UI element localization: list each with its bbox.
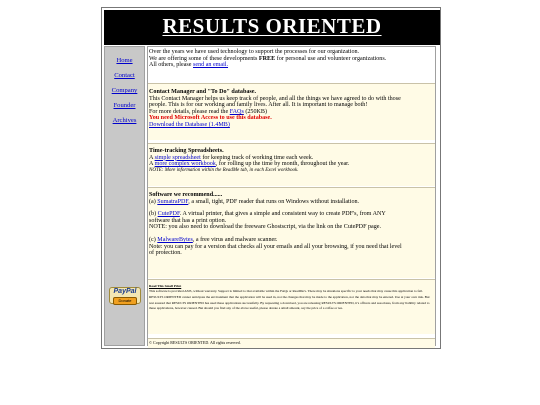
- software-item-b-line-2: software that has a print option.: [149, 217, 227, 224]
- spreadsheets-heading: Time-tracking Spreadsheets.: [149, 148, 224, 154]
- software-item-c-line-3: of protection.: [149, 250, 182, 257]
- spreadsheet-text: for keeping track of working time each week.: [200, 154, 314, 161]
- page-frame: [101, 7, 441, 349]
- software-text: (b): [149, 211, 158, 218]
- contact-manager-heading: Contact Manager and "To Do" database.: [149, 89, 256, 95]
- fine-print-body: This software is provided ASIS, without warranty. Support is limited to that available within the FAQs or ReadMe's. There may be situations specific to your needs that may cause this application to fail. RESULTS ORIENTED cannot anticipate the environment that the application will be used in, nor the changes that may be made to the application, nor the data that may be entered. Use at your own risk. But rest assured that RESULTS ORIENTED has used these applications successfully. By requesting a download, you are releasing RESULTS ORIENTED, it's officers and associates, from any liability related to these applications, however caused. But should you find any of the above useful, please donate a small amount, say the price of a coffee or tea.: [149, 289, 430, 311]
- software-item-c: [149, 237, 435, 244]
- intro-line-3: [149, 62, 435, 69]
- sidebar-nav: [104, 46, 145, 346]
- contact-manager-line-3: [149, 109, 435, 116]
- simple-spreadsheet-link[interactable]: simple spreadsheet: [154, 154, 201, 161]
- sumatrapdf-link[interactable]: SumatraPDF: [157, 198, 189, 205]
- software-item-b: [149, 211, 435, 218]
- fine-print: [149, 283, 433, 312]
- software-heading: Software we recommend......: [149, 192, 223, 198]
- donate-label: Donate: [113, 297, 137, 305]
- fine-print-section: [148, 279, 435, 334]
- software-section: [148, 187, 435, 278]
- sidebar-item-archives[interactable]: Archives: [112, 117, 137, 124]
- sidebar-item-company[interactable]: Company: [111, 87, 138, 94]
- software-item-b-line-3: NOTE: you also need to download the freeware Ghostscript, via the link on the CutePDF page.: [149, 224, 382, 231]
- contact-manager-line-1: This Contact Manager helps us keep track of people, and all the things we have agreed to do with those: [149, 95, 401, 102]
- software-text: (a): [149, 198, 158, 205]
- software-text: (c): [149, 236, 158, 243]
- sidebar-item-contact[interactable]: Contact: [114, 72, 135, 79]
- spreadsheet-text: A: [149, 161, 155, 168]
- faqs-link[interactable]: FAQs: [229, 108, 244, 115]
- malwarebytes-link[interactable]: MalwareBytes: [157, 236, 193, 243]
- spreadsheet-text: A: [149, 154, 155, 161]
- main-content: [147, 46, 436, 346]
- spreadsheet-text: , for rolling up the time by month, throughout the year.: [215, 161, 350, 168]
- paypal-donate-button[interactable]: [109, 287, 141, 304]
- access-warning: You need Microsoft Access to use this database.: [149, 115, 272, 122]
- intro-text: All others, please: [149, 62, 193, 69]
- intro-line-2: [149, 56, 435, 63]
- contact-manager-section: [148, 83, 435, 140]
- paypal-logo: PayPal: [113, 288, 137, 295]
- intro-section: [148, 49, 435, 69]
- faq-size: (250KB): [243, 108, 268, 115]
- intro-text: for personal use and volunteer organizations.: [275, 55, 387, 62]
- sidebar-item-founder[interactable]: Founder: [113, 102, 136, 109]
- site-title: RESULTS ORIENTED: [162, 14, 382, 38]
- software-text: . A virtual printer, that gives a simple and consistent way to create PDF's, from ANY: [179, 211, 386, 218]
- intro-line-1: Over the years we have used technology to support the processes for our organization.: [149, 49, 360, 55]
- software-item-a: [149, 199, 435, 206]
- software-text: , a free virus and malware scanner.: [192, 236, 278, 243]
- faq-text: For more details, please read the: [149, 108, 230, 115]
- download-line: [149, 122, 435, 129]
- intro-text: We are offering some of these developments: [149, 55, 259, 62]
- spreadsheets-section: [148, 143, 435, 186]
- software-text: , a small, tight, PDF reader that runs on Windows without installation.: [188, 198, 360, 205]
- fine-print-title: Read This Small Print: [149, 284, 182, 288]
- spreadsheets-line-2: [149, 161, 435, 168]
- site-banner: [104, 10, 440, 45]
- spreadsheets-note: NOTE: More information within the ReadMe tab, in each Excel workbook.: [149, 167, 299, 173]
- sidebar-item-home[interactable]: Home: [116, 57, 133, 64]
- copyright-text: © Copyright RESULTS ORIENTED. All rights reserved.: [149, 340, 241, 345]
- contact-manager-line-2: people. This is for our working and family lives. After all. It is important to manage both!: [149, 102, 368, 109]
- download-database-link[interactable]: Download the Database (1.4MB): [149, 121, 230, 128]
- send-email-link[interactable]: send an email.: [193, 62, 229, 69]
- free-emphasis: FREE: [258, 55, 276, 62]
- cutepdf-link[interactable]: CutePDF: [157, 211, 180, 218]
- footer: [148, 338, 435, 348]
- software-item-c-line-2: Note: you can pay for a version that checks all your emails and all your browsing, if you need that level: [149, 243, 402, 250]
- complex-workbook-link[interactable]: more complex workbook: [154, 161, 216, 168]
